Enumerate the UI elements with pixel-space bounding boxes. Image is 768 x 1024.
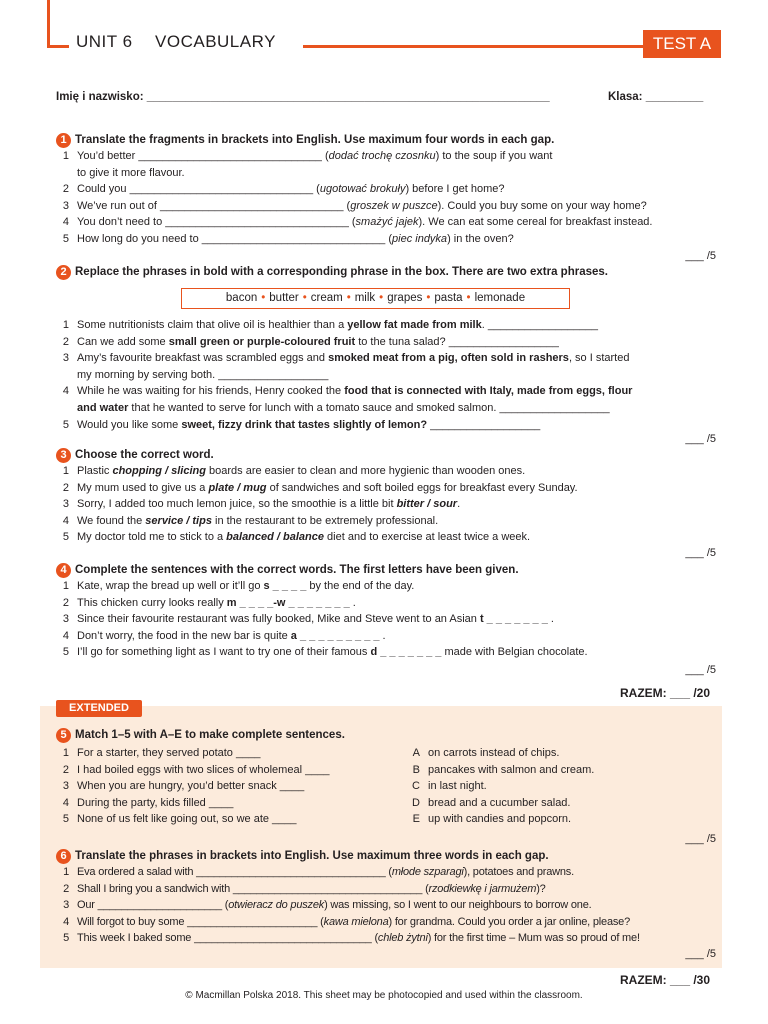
exercise-3-score[interactable]: ___ /5: [685, 547, 716, 559]
item-text: my morning by serving both. __________________: [77, 368, 329, 381]
exercise-2-items: [56, 317, 716, 433]
item-text: You’d better ______________________________ (dodać trochę czosnku) to the soup if you want: [77, 150, 553, 162]
exercise-3-title: Choose the correct word.: [75, 449, 214, 461]
word-box-item: bacon: [225, 292, 258, 304]
separator-dot: •: [466, 292, 471, 304]
section-label: VOCABULARY: [155, 32, 276, 51]
item-number: D: [412, 796, 420, 809]
exercise-3-items: [56, 463, 716, 546]
exercise-4-item[interactable]: [56, 595, 716, 612]
word-box-item: butter: [269, 292, 299, 304]
item-text: None of us felt like going out, so we ate ____: [77, 813, 297, 826]
item-text: Since their favourite restaurant was fully booked, Mike and Steve went to an Asian t _ _ _ _ _ _ _ .: [77, 613, 554, 626]
exercise-2-item[interactable]: [56, 400, 716, 417]
exercise-4-score[interactable]: ___ /5: [685, 664, 716, 676]
item-text: I had boiled eggs with two slices of wholemeal ____: [77, 763, 330, 776]
exercise-2-item[interactable]: [56, 350, 716, 367]
exercise-6-item[interactable]: [56, 864, 716, 881]
match-right-column: [407, 745, 707, 828]
item-text: I’ll go for something light as I want to try one of their famous d _ _ _ _ _ _ _ made with Belgian chocolate.: [77, 646, 588, 659]
item-number: C: [412, 780, 420, 793]
exercise-number-badge: 5: [56, 728, 71, 743]
total-score-30[interactable]: RAZEM: ___ /30: [620, 973, 711, 987]
exercise-3-item[interactable]: [56, 529, 716, 546]
match-left-column: [56, 745, 396, 828]
exercise-6-item[interactable]: [56, 914, 716, 931]
exercise-6-header: [56, 848, 716, 864]
copyright-footer: © Macmillan Polska 2018. This sheet may be photocopied and used within the classroom.: [185, 990, 583, 1001]
exercise-1-item[interactable]: [56, 165, 716, 182]
exercise-3-item[interactable]: [56, 463, 716, 480]
item-text: Will forgot to buy some ______________________ (kawa mielona) for grandma. Could you order a jar online, please?: [77, 915, 631, 928]
match-right-item[interactable]: [407, 778, 707, 795]
exercise-4-item[interactable]: [56, 644, 716, 661]
exercise-6-item[interactable]: [56, 897, 716, 914]
match-left-item[interactable]: [56, 778, 396, 795]
exercise-6-item[interactable]: [56, 881, 716, 898]
header-bar-left: [47, 45, 69, 48]
item-text: Our _____________________ (otwieracz do puszek) was missing, so I went to our neighbours to borrow one.: [77, 899, 592, 912]
word-box: [181, 288, 570, 309]
separator-dot: •: [426, 292, 431, 304]
exercise-number-badge: 4: [56, 563, 71, 578]
item-text: While he was waiting for his friends, Henry cooked the food that is connected with Italy, made from eggs, flour: [77, 385, 633, 398]
item-number: 5: [63, 932, 69, 945]
separator-dot: •: [346, 292, 351, 304]
item-text: Shall I bring you a sandwich with ________________________________ (rzodkiewkę i jarmużem)?: [77, 882, 546, 895]
word-box-item: lemonade: [474, 292, 526, 304]
item-text: Plastic chopping / slicing boards are easier to clean and more hygienic than wooden ones.: [77, 465, 526, 477]
header-bar-right: [303, 45, 643, 48]
item-text: When you are hungry, you’d better snack ____: [77, 780, 305, 793]
name-field[interactable]: Imię i nazwisko: _______________________________________________________________: [56, 91, 550, 103]
exercise-1-items: [56, 148, 716, 248]
item-text: pancakes with salmon and cream.: [428, 763, 595, 776]
total-score-20[interactable]: RAZEM: ___ /20: [620, 686, 711, 700]
word-box-item: milk: [354, 292, 376, 304]
word-box-item: grapes: [387, 292, 423, 304]
match-left-item[interactable]: [56, 745, 396, 762]
header-bar-vertical: [47, 0, 50, 48]
exercise-1-item[interactable]: [56, 148, 716, 165]
exercise-2-item[interactable]: [56, 383, 716, 400]
item-text: This chicken curry looks really m _ _ _ _-w _ _ _ _ _ _ _ .: [77, 596, 356, 609]
item-number: 1: [62, 580, 69, 592]
item-number: 3: [62, 199, 69, 212]
exercise-2-score[interactable]: ___ /5: [685, 433, 716, 445]
exercise-number-badge: 6: [56, 849, 71, 864]
item-number: B: [412, 763, 420, 776]
item-text: Would you like some sweet, fizzy drink that tastes slightly of lemon? __________________: [77, 418, 541, 431]
exercise-5-score[interactable]: ___ /5: [685, 833, 716, 845]
exercise-4: [56, 562, 716, 676]
item-text: up with candies and popcorn.: [428, 813, 572, 826]
exercise-6-title: Translate the phrases in brackets into English. Use maximum three words in each gap.: [75, 850, 549, 862]
item-text: My doctor told me to stick to a balanced / balance diet and to exercise at least twice a week.: [77, 531, 531, 544]
item-number: 1: [62, 465, 69, 477]
exercise-1-item[interactable]: [56, 181, 716, 198]
item-number: 5: [62, 813, 69, 826]
exercise-1-item[interactable]: [56, 231, 716, 248]
exercise-6: [56, 848, 716, 960]
exercise-3-header: [56, 447, 716, 463]
item-text: We’ve run out of ______________________________ (groszek w puszce). Could you buy some on your way home?: [77, 199, 647, 212]
match-right-item[interactable]: [407, 811, 707, 828]
exercise-6-score[interactable]: ___ /5: [685, 948, 716, 960]
exercise-number-badge: 3: [56, 448, 71, 463]
item-number: 1: [62, 150, 69, 162]
exercise-2-item[interactable]: [56, 317, 716, 334]
item-number: 4: [62, 514, 69, 527]
item-text: on carrots instead of chips.: [428, 747, 560, 759]
item-text: bread and a cucumber salad.: [428, 796, 571, 809]
item-number: E: [412, 813, 420, 826]
item-number: 2: [62, 183, 69, 196]
exercise-4-item[interactable]: [56, 611, 716, 628]
item-text: to give it more flavour.: [77, 166, 185, 179]
match-left-item[interactable]: [56, 762, 396, 779]
exercise-1-title: Translate the fragments in brackets into English. Use maximum four words in each gap.: [75, 134, 555, 146]
exercise-3: [56, 447, 716, 559]
item-text: During the party, kids filled ____: [77, 796, 234, 809]
item-number: 2: [62, 596, 69, 609]
match-left-item[interactable]: [56, 811, 396, 828]
match-right-item[interactable]: [407, 745, 707, 762]
item-number: 1: [62, 319, 69, 331]
item-number: A: [412, 747, 420, 759]
item-number: 1: [63, 866, 69, 878]
exercise-4-title: Complete the sentences with the correct words. The first letters have been given.: [75, 564, 519, 576]
exercise-1-item[interactable]: [56, 214, 716, 231]
exercise-1-score[interactable]: ___ /5: [685, 250, 716, 262]
item-number: 3: [63, 899, 69, 912]
item-text: We found the service / tips in the restaurant to be extremely professional.: [77, 514, 439, 527]
match-right-item[interactable]: [407, 795, 707, 812]
exercise-5-title: Match 1–5 with A–E to make complete sentences.: [75, 729, 345, 741]
item-text: You don’t need to ______________________________ (smażyć jajek). We can eat some cereal for breakfast instead.: [77, 216, 653, 229]
exercise-6-item[interactable]: [56, 930, 716, 947]
item-number: 3: [62, 780, 69, 793]
item-text: Sorry, I added too much lemon juice, so the smoothie is a little bit bitter / sour.: [77, 498, 461, 511]
exercise-4-items: [56, 578, 716, 661]
item-number: 5: [62, 418, 69, 431]
exercise-2-item[interactable]: [56, 417, 716, 434]
separator-dot: •: [261, 292, 266, 304]
exercise-3-item[interactable]: [56, 480, 716, 497]
item-text: Some nutritionists claim that olive oil is healthier than a yellow fat made from milk. __________________: [77, 319, 598, 331]
item-text: Kate, wrap the bread up well or it’ll go s _ _ _ _ by the end of the day.: [77, 580, 415, 592]
unit-title: [76, 32, 276, 52]
item-number: 2: [62, 335, 69, 348]
exercise-5: [56, 727, 716, 845]
item-number: 4: [62, 796, 69, 809]
unit-label: UNIT 6: [76, 32, 133, 51]
separator-dot: •: [379, 292, 384, 304]
item-text: Amy’s favourite breakfast was scrambled eggs and smoked meat from a pig, often sold in rashers, so I started: [77, 352, 630, 365]
item-number: 2: [62, 763, 69, 776]
class-field[interactable]: Klasa: _________: [608, 91, 704, 103]
exercise-1-item[interactable]: [56, 198, 716, 215]
match-right-item[interactable]: [407, 762, 707, 779]
word-box-item: cream: [310, 292, 343, 304]
item-text: My mum used to give us a plate / mug of sandwiches and soft boiled eggs for breakfast every Sunday.: [77, 481, 578, 494]
exercise-5-header: [56, 727, 716, 743]
item-text: and water that he wanted to serve for lunch with a tomato sauce and smoked salmon. __________________: [77, 401, 610, 414]
exercise-1-header: [56, 132, 716, 148]
item-number: 3: [62, 352, 69, 365]
exercise-number-badge: 2: [56, 265, 71, 280]
exercise-2-title: Replace the phrases in bold with a corresponding phrase in the box. There are two extra phrases.: [75, 266, 608, 278]
exercise-2-item[interactable]: [56, 334, 716, 351]
item-number: 4: [63, 915, 69, 928]
item-text: in last night.: [428, 780, 487, 793]
item-number: 4: [62, 216, 69, 229]
item-number: 1: [62, 747, 69, 759]
item-text: Can we add some small green or purple-coloured fruit to the tuna salad? __________________: [77, 335, 559, 348]
item-number: 5: [62, 531, 69, 544]
exercise-2-item[interactable]: [56, 367, 716, 384]
extended-label: EXTENDED: [56, 700, 142, 717]
test-badge: TEST A: [643, 30, 721, 58]
item-text: Could you ______________________________ (ugotować brokuły) before I get home?: [77, 183, 505, 196]
exercise-4-item[interactable]: [56, 578, 716, 595]
exercise-6-items: [56, 864, 716, 947]
exercise-2-header: [56, 264, 716, 280]
item-text: Don’t worry, the food in the new bar is quite a _ _ _ _ _ _ _ _ _ .: [77, 629, 386, 642]
word-box-item: pasta: [434, 292, 463, 304]
item-number: 2: [62, 481, 69, 494]
item-number: 5: [62, 646, 69, 659]
item-number: 3: [62, 498, 69, 511]
item-number: 4: [62, 385, 69, 398]
exercise-1: [56, 132, 716, 262]
exercise-2: [56, 264, 716, 445]
match-left-item[interactable]: [56, 795, 396, 812]
exercise-3-item[interactable]: [56, 496, 716, 513]
separator-dot: •: [302, 292, 307, 304]
item-number: 5: [62, 232, 69, 245]
exercise-4-header: [56, 562, 716, 578]
item-number: 2: [63, 882, 69, 895]
item-text: How long do you need to ______________________________ (piec indyka) in the oven?: [77, 232, 514, 245]
item-number: 4: [62, 629, 69, 642]
exercise-3-item[interactable]: [56, 513, 716, 530]
exercise-4-item[interactable]: [56, 628, 716, 645]
item-text: Eva ordered a salad with ________________________________ (młode szparagi), potatoes and prawns.: [77, 866, 574, 878]
item-number: 3: [62, 613, 69, 626]
item-text: This week I baked some ______________________________ (chleb żytni) for the first time – Mum was so proud of me!: [77, 932, 640, 945]
exercise-number-badge: 1: [56, 133, 71, 148]
item-text: For a starter, they served potato ____: [77, 747, 261, 759]
